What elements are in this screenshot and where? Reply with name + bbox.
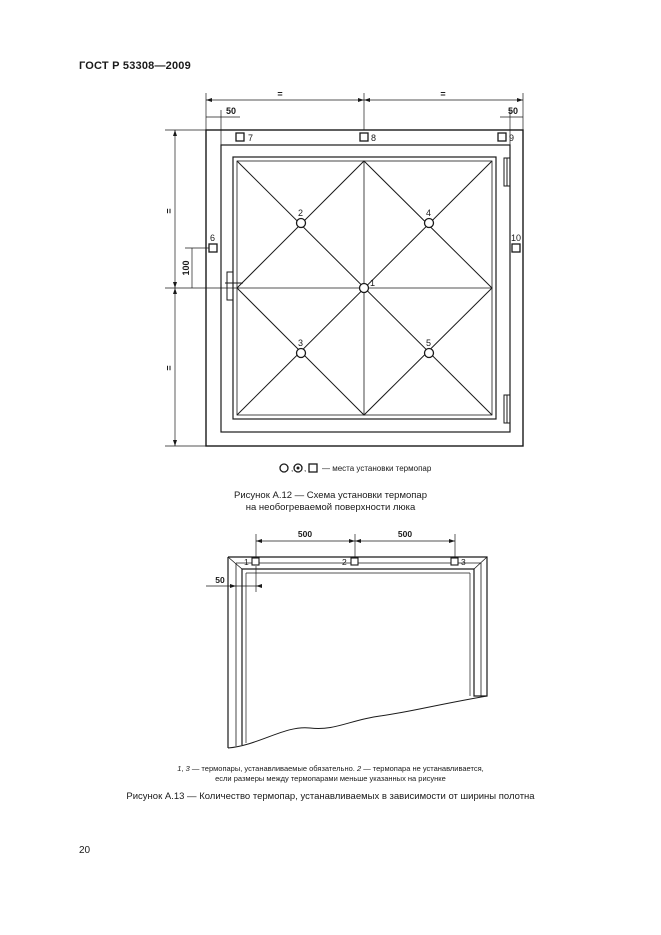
note-text-b: — термопара не устанавливается, xyxy=(361,764,484,773)
thermocouple-circle-4 xyxy=(425,219,434,228)
thermocouple-circle-5 xyxy=(425,349,434,358)
point-label-8: 8 xyxy=(371,133,377,143)
thermocouple-circle-1 xyxy=(360,284,369,293)
note-sep: , xyxy=(181,764,186,773)
thermocouple-2 xyxy=(351,558,358,565)
point-label-1: 1 xyxy=(370,278,376,288)
thermocouple-3 xyxy=(451,558,458,565)
thermocouple-square-9 xyxy=(498,133,506,141)
dim-edge-label: 50 xyxy=(215,575,225,585)
thermocouple-circle-2 xyxy=(297,219,306,228)
figure-a13-caption: Рисунок А.13 — Количество термопар, устанавливаемых в зависимости от ширины полотна xyxy=(126,791,535,802)
dim-edge-left-label: 50 xyxy=(225,106,237,116)
point-label-5: 5 xyxy=(426,338,432,348)
dim-span-right-label: 500 xyxy=(397,529,413,539)
thermocouple-circle-3 xyxy=(297,349,306,358)
break-line xyxy=(228,696,487,748)
page-number: 20 xyxy=(79,845,91,856)
legend-square-icon xyxy=(309,464,317,472)
point-label-3: 3 xyxy=(298,338,304,348)
point-label-2: 2 xyxy=(298,208,304,218)
legend-sep-2: , xyxy=(304,464,307,473)
section-outer-profile xyxy=(228,557,487,745)
dim-top-right-label: = xyxy=(440,89,446,99)
figure-a13-note-line-2: если размеры между термопарами меньше указанных на рисунке xyxy=(215,774,446,783)
point-label-9: 9 xyxy=(509,133,515,143)
dim-top-left-label: = xyxy=(277,89,283,99)
dim-side-upper-label: = xyxy=(164,208,174,214)
figure-a12-caption-line-1: Рисунок А.12 — Схема установки термопар xyxy=(234,490,427,501)
point-label-6: 6 xyxy=(210,233,216,243)
dim-span-left-label: 500 xyxy=(297,529,313,539)
note-num-1: 1 xyxy=(177,764,182,773)
dim-side-lower-label: = xyxy=(164,365,174,371)
dim-edge-right-label: 50 xyxy=(507,106,519,116)
thermocouple-square-7 xyxy=(236,133,244,141)
legend-sep-1: , xyxy=(291,464,294,473)
legend-circle-icon xyxy=(280,464,288,472)
thermocouple-1 xyxy=(252,558,259,565)
point13-label-2: 2 xyxy=(342,557,347,567)
note-num-3: 3 xyxy=(185,764,190,773)
thermocouple-square-8 xyxy=(360,133,368,141)
thermocouple-square-6 xyxy=(209,244,217,252)
figure-a12-caption-line-2: на необогреваемой поверхности люка xyxy=(245,502,416,513)
figure-a13-note-line-1 xyxy=(0,764,661,773)
point13-label-1: 1 xyxy=(244,557,249,567)
note-num-2: 2 xyxy=(356,764,362,773)
dim-side-offset-label: 100 xyxy=(181,260,191,276)
note-text-a: — термопары, устанавливаемые обязательно. xyxy=(189,764,357,773)
point13-label-3: 3 xyxy=(461,557,466,567)
legend-symbols xyxy=(280,464,317,472)
point-label-7: 7 xyxy=(248,133,254,143)
thermocouple-square-10 xyxy=(512,244,520,252)
handle xyxy=(227,272,233,300)
point-label-10: 10 xyxy=(511,233,522,243)
document-header: ГОСТ Р 53308—2009 xyxy=(79,60,191,72)
legend-text: — места установки термопар xyxy=(322,464,432,473)
point-label-4: 4 xyxy=(426,208,432,218)
